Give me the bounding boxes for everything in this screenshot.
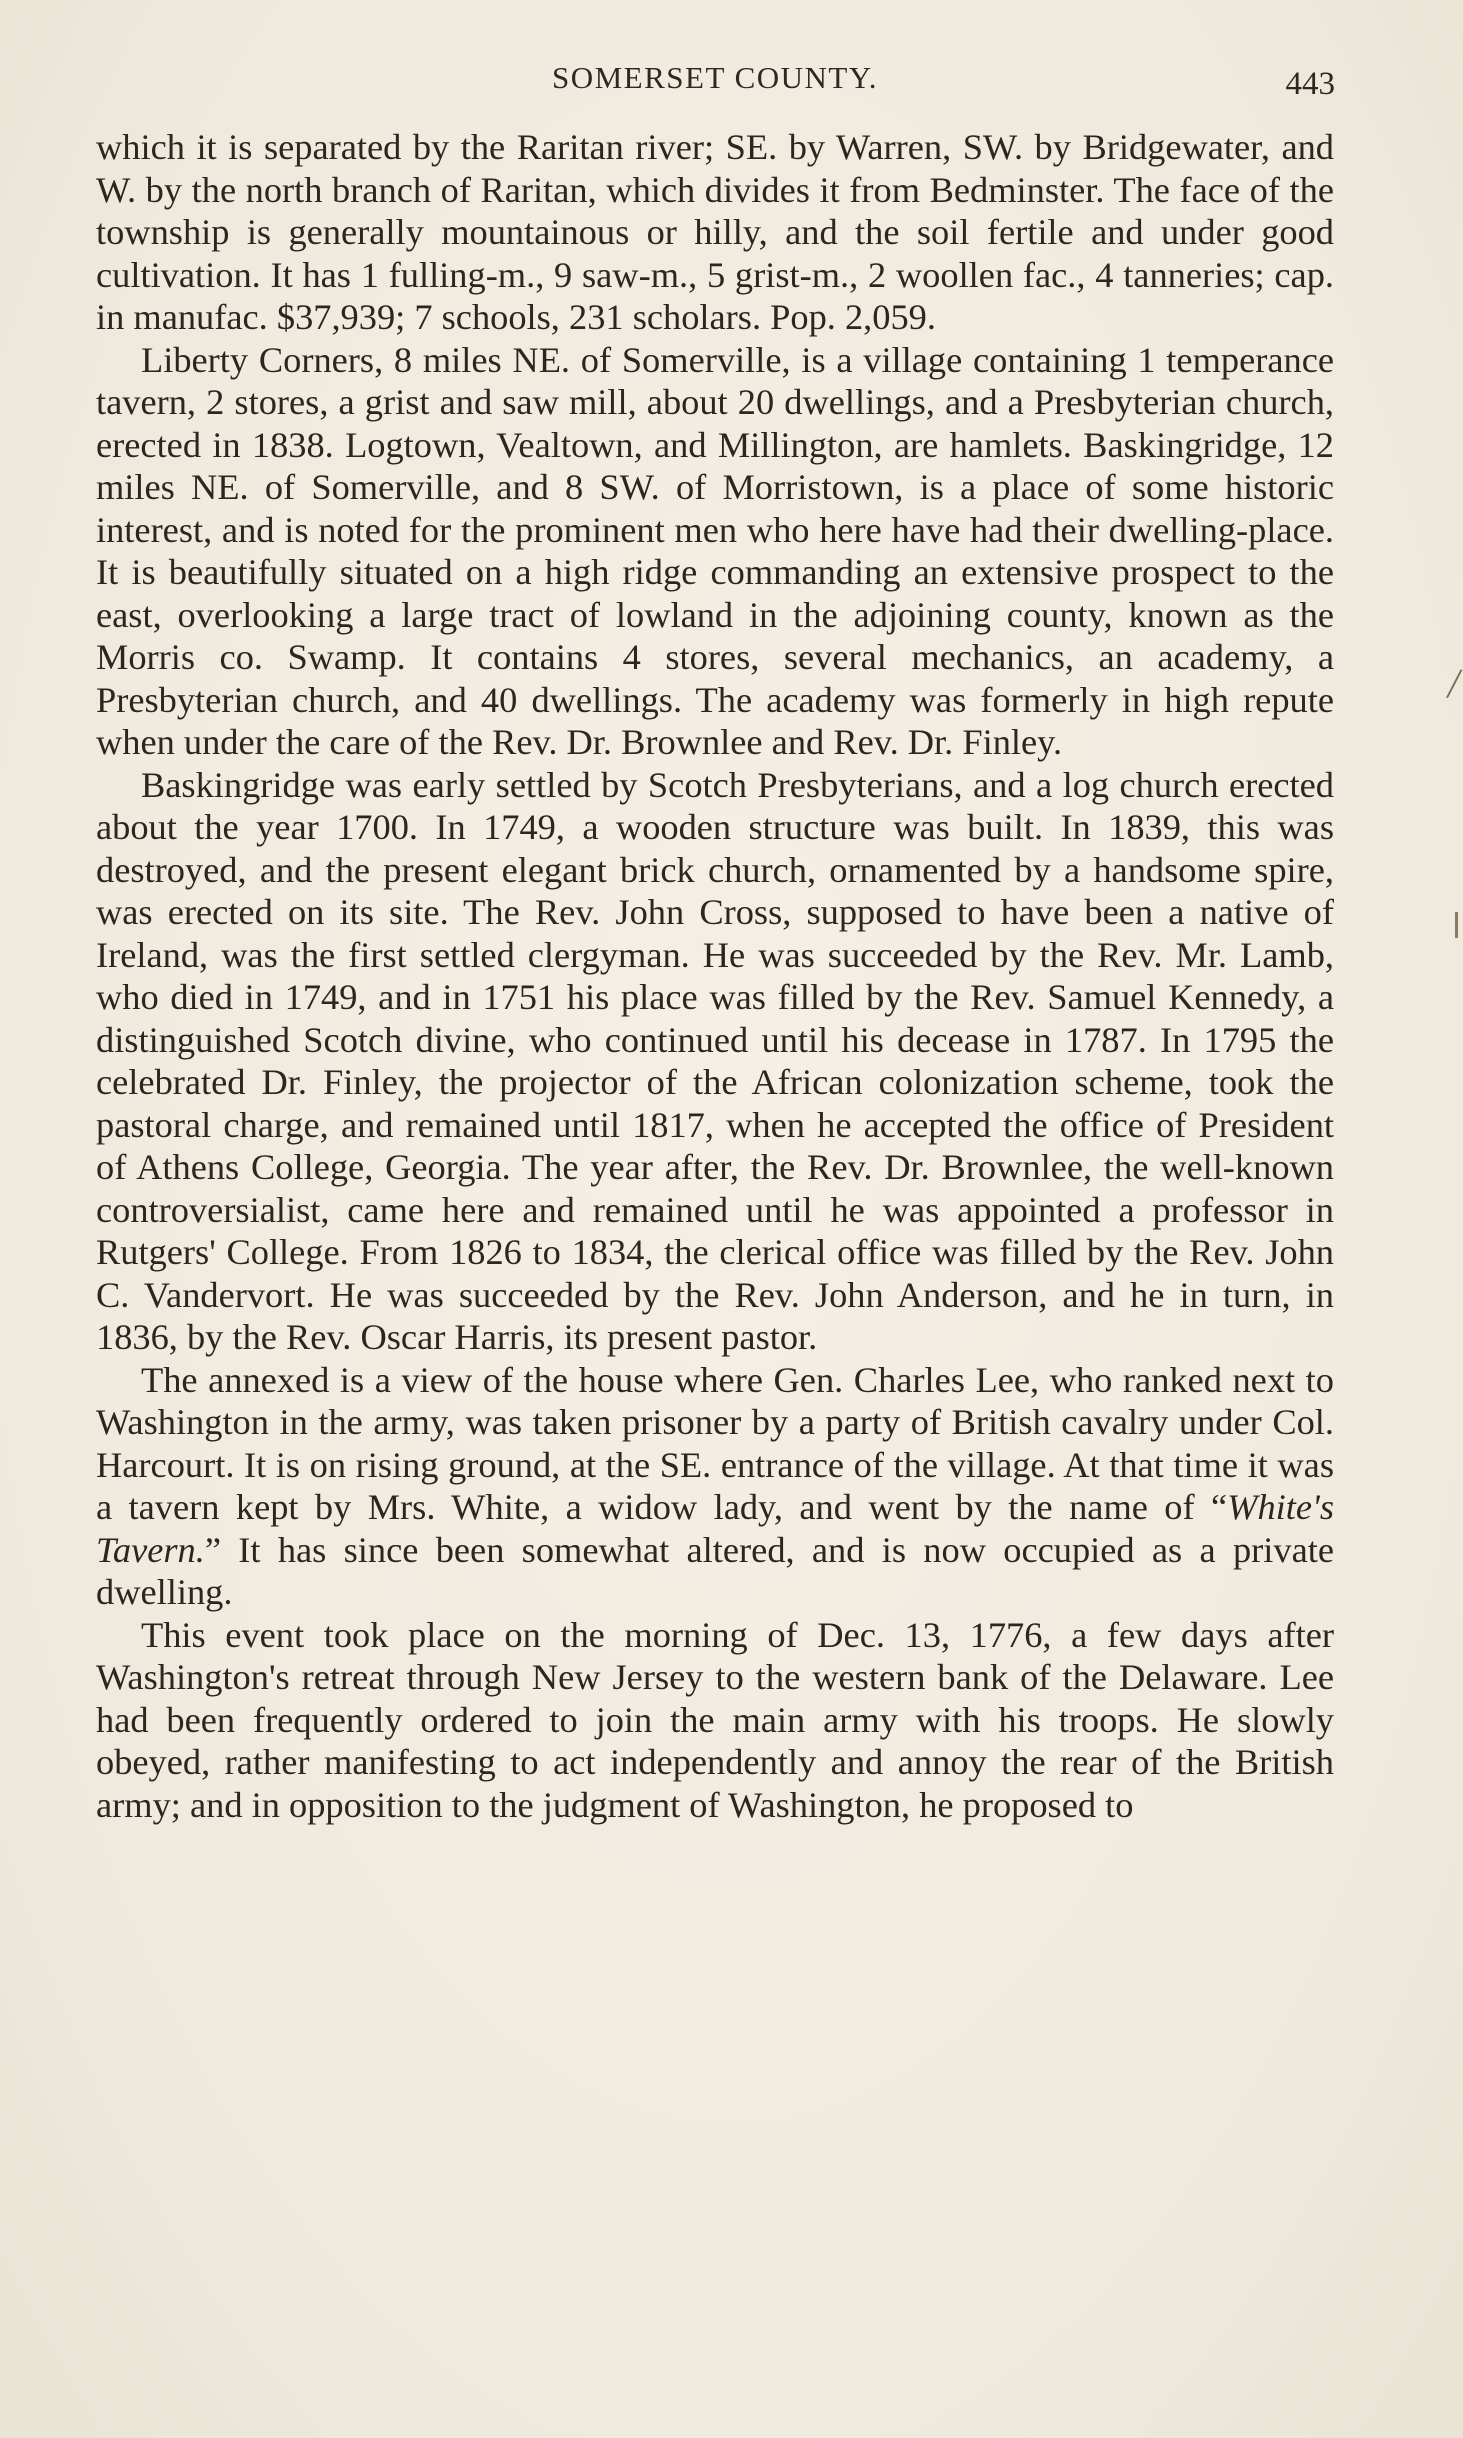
- margin-tick-icon: [1455, 912, 1458, 938]
- running-head: [95, 60, 1335, 110]
- paragraph-5-text: This event took place on the morning of Dec. 13, 1776, a few days after Washington's retreat through New Jersey to the western bank of the Delaware. Lee had been frequently ordered to join the main army with his troops. He slowly obeyed, rather manifesting to act independently and annoy the rear of the British army; and in opposition to the judgment of Washington, he proposed to: [96, 1614, 1334, 1825]
- paragraph-4: [96, 1359, 1334, 1614]
- paragraph-4-text-end: ” It has since been somewhat altered, and is now occupied as a private dwelling.: [96, 1529, 1334, 1612]
- body-text: [96, 126, 1334, 1826]
- paragraph-5: [96, 1614, 1334, 1827]
- page-number: 443: [1285, 66, 1335, 102]
- margin-mark-icon: ╱: [1447, 672, 1462, 698]
- paragraph-2-text: Liberty Corners, 8 miles NE. of Somerville, is a village containing 1 temperance tavern, 2 stores, a grist and saw mill, about 20 dwellings, and a Presbyterian church, erected in 1838. Logtown, Vealtown, and Millington, are hamlets. Baskingridge, 12 miles NE. of Somerville, and 8 SW. of Morristown, is a place of some historic interest, and is noted for the prominent men who here have had their dwelling-place. It is beautifully situated on a high ridge commanding an extensive prospect to the east, overlooking a large tract of lowland in the adjoining county, known as the Morris co. Swamp. It contains 4 stores, several mechanics, an academy, a Presbyterian church, and 40 dwellings. The academy was formerly in high repute when under the care of the Rev. Dr. Brownlee and Rev. Dr. Finley.: [96, 339, 1334, 762]
- paragraph-1-text: which it is separated by the Raritan river; SE. by Warren, SW. by Bridgewater, and W. by the north branch of Raritan, which divides it from Bedminster. The face of the township is generally mountainous or hilly, and the soil fertile and under good cultivation. It has 1 fulling-m., 9 saw-m., 5 grist-m., 2 woollen fac., 4 tanneries; cap. in manufac. $37,939; 7 schools, 231 scholars. Pop. 2,059.: [96, 127, 1334, 337]
- paragraph-1: [96, 126, 1334, 339]
- paragraph-4-text: The annexed is a view of the house where Gen. Charles Lee, who ranked next to Washington in the army, was taken prisoner by a party of British cavalry under Col. Harcourt. It is on rising ground, at the SE. entrance of the village. At that time it was a tavern kept by Mrs. White, a widow lady, and went by the name of “: [96, 1359, 1334, 1527]
- paragraph-3-text: Baskingridge was early settled by Scotch Presbyterians, and a log church erected about the year 1700. In 1749, a wooden structure was built. In 1839, this was destroyed, and the present elegant brick church, ornamented by a handsome spire, was erected on its site. The Rev. John Cross, supposed to have been a native of Ireland, was the first settled clergyman. He was succeeded by the Rev. Mr. Lamb, who died in 1749, and in 1751 his place was filled by the Rev. Samuel Kennedy, a distinguished Scotch divine, who continued until his decease in 1787. In 1795 the celebrated Dr. Finley, the projector of the African colonization scheme, took the pastoral charge, and remained until 1817, when he accepted the office of President of Athens College, Georgia. The year after, the Rev. Dr. Brownlee, the well-known controversialist, came here and remained until he was appointed a professor in Rutgers' College. From 1826 to 1834, the clerical office was filled by the Rev. John C. Vandervort. He was succeeded by the Rev. John Anderson, and he in turn, in 1836, by the Rev. Oscar Harris, its present pastor.: [96, 764, 1334, 1357]
- tavern-name-italic: White's Tavern.: [96, 1487, 1334, 1570]
- header-title: SOMERSET COUNTY.: [551, 60, 879, 95]
- paragraph-3: [96, 764, 1334, 1359]
- paragraph-2: [96, 339, 1334, 764]
